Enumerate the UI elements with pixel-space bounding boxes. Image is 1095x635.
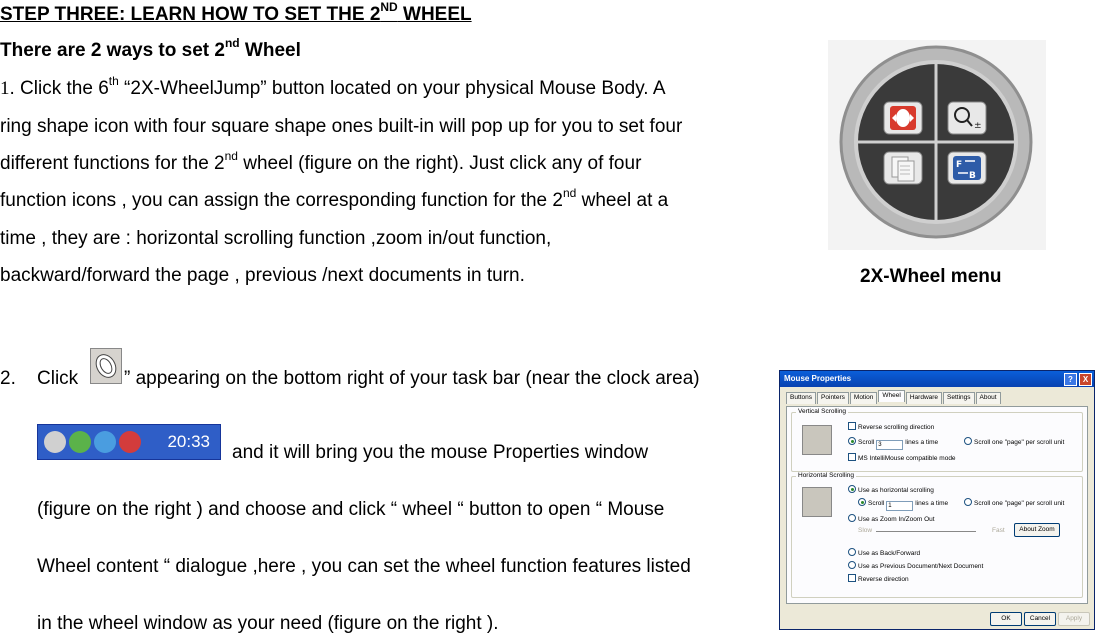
- mouse-icon[interactable]: [44, 431, 66, 453]
- vertical-lines-input[interactable]: 3: [876, 440, 903, 450]
- item2-line3: (figure on the right ) and choose and click “ wheel “ button to open “ Mouse: [37, 499, 665, 520]
- tab-settings[interactable]: Settings: [943, 392, 975, 404]
- use-back-forward-radio[interactable]: Use as Back/Forward: [848, 548, 920, 557]
- about-zoom-button[interactable]: About Zoom: [1014, 523, 1060, 537]
- zoom-icon[interactable]: [948, 102, 986, 134]
- document-icon[interactable]: [884, 152, 922, 184]
- taskbar-figure: [37, 424, 221, 460]
- item1-line3: different functions for the 2nd wheel (figure on the right). Just click any of four: [0, 149, 642, 174]
- tab-about[interactable]: About: [976, 392, 1001, 404]
- item2-number: 2.: [0, 368, 16, 389]
- back-forward-icon[interactable]: [948, 152, 986, 184]
- subheading: There are 2 ways to set 2nd Wheel: [0, 36, 301, 61]
- tab-motion[interactable]: Motion: [850, 392, 878, 404]
- vertical-scrolling-title: Vertical Scrolling: [798, 408, 847, 415]
- item1-line2: ring shape icon with four square shape ones built-in will pop up for you to set four: [0, 116, 683, 137]
- fast-label: Fast: [992, 527, 1005, 534]
- tab-buttons[interactable]: Buttons: [786, 392, 816, 404]
- mouse-tray-icon[interactable]: [90, 348, 122, 384]
- item1-line4: function icons , you can assign the corresponding function for the 2nd wheel at a: [0, 186, 669, 211]
- network-icon[interactable]: [69, 431, 91, 453]
- item2-click-label: Click: [37, 368, 79, 389]
- vertical-scroll-radio[interactable]: Scroll 3 lines a time: [848, 437, 938, 450]
- reverse-vertical-checkbox[interactable]: Reverse scrolling direction: [848, 422, 934, 431]
- use-prev-next-radio[interactable]: Use as Previous Document/Next Document: [848, 561, 983, 570]
- tab-wheel[interactable]: Wheel: [878, 390, 904, 402]
- item2-line5: in the wheel window as your need (figure on the right ).: [37, 613, 499, 634]
- slow-label: Slow: [858, 527, 873, 534]
- svg-text:±: ±: [974, 121, 982, 131]
- dialog-tabs: [786, 392, 1002, 404]
- vertical-page-radio[interactable]: Scroll one "page" per scroll unit: [964, 437, 1064, 446]
- item1-line6: backward/forward the page , previous /next documents in turn.: [0, 265, 525, 286]
- item2-line4: Wheel content “ dialogue ,here , you can set the wheel function features listed: [37, 556, 691, 577]
- wheel-menu-figure: [828, 40, 1046, 250]
- vertical-wheel-image: [802, 425, 832, 455]
- dialog-title-bar: [780, 371, 1094, 387]
- horizontal-scrolling-group: [791, 472, 1083, 598]
- cancel-button[interactable]: Cancel: [1024, 612, 1056, 626]
- svg-text:B: B: [969, 171, 976, 181]
- item1-line1: 1. Click the 6th “2X-WheelJump” button located on your physical Mouse Body. A: [0, 74, 666, 99]
- svg-text:F: F: [956, 160, 963, 170]
- reverse-direction-checkbox[interactable]: Reverse direction: [848, 574, 909, 583]
- horizontal-wheel-image: [802, 487, 832, 517]
- horizontal-scrolling-title: Horizontal Scrolling: [798, 472, 854, 479]
- ok-button[interactable]: OK: [990, 612, 1022, 626]
- apply-button[interactable]: Apply: [1058, 612, 1090, 626]
- horizontal-page-radio[interactable]: Scroll one "page" per scroll unit: [964, 498, 1064, 507]
- item2-line2: and it will bring you the mouse Properties window: [232, 442, 649, 463]
- zoom-speed-slider[interactable]: [876, 531, 976, 532]
- wheel-tab-pane: [786, 406, 1088, 604]
- taskbar-clock: 20:33: [167, 432, 210, 451]
- ms-compatible-checkbox[interactable]: MS IntelliMouse compatible mode: [848, 453, 956, 462]
- security-shield-icon[interactable]: [119, 431, 141, 453]
- use-horizontal-radio[interactable]: Use as horizontal scrolling: [848, 485, 934, 494]
- item1-line5: time , they are : horizontal scrolling function ,zoom in/out function,: [0, 228, 552, 249]
- mouse-properties-dialog: [779, 370, 1095, 630]
- page-heading: STEP THREE: LEARN HOW TO SET THE 2ND WHEEL: [0, 0, 472, 25]
- vertical-scrolling-group: [791, 408, 1083, 472]
- close-button[interactable]: X: [1079, 373, 1092, 386]
- horizontal-lines-input[interactable]: 1: [886, 501, 913, 511]
- tab-pointers[interactable]: Pointers: [817, 392, 849, 404]
- item2-line1: ” appearing on the bottom right of your task bar (near the clock area): [124, 368, 700, 389]
- help-button[interactable]: ?: [1064, 373, 1077, 386]
- dialog-title: Mouse Properties: [784, 374, 852, 383]
- search-icon[interactable]: [94, 431, 116, 453]
- wheel-menu-caption: 2X-Wheel menu: [860, 266, 1002, 287]
- horizontal-scroll-radio[interactable]: Scroll 1 lines a time: [858, 498, 948, 511]
- use-zoom-radio[interactable]: Use as Zoom In/Zoom Out: [848, 514, 935, 523]
- tab-hardware[interactable]: Hardware: [906, 392, 942, 404]
- horizontal-scroll-icon[interactable]: [884, 102, 922, 134]
